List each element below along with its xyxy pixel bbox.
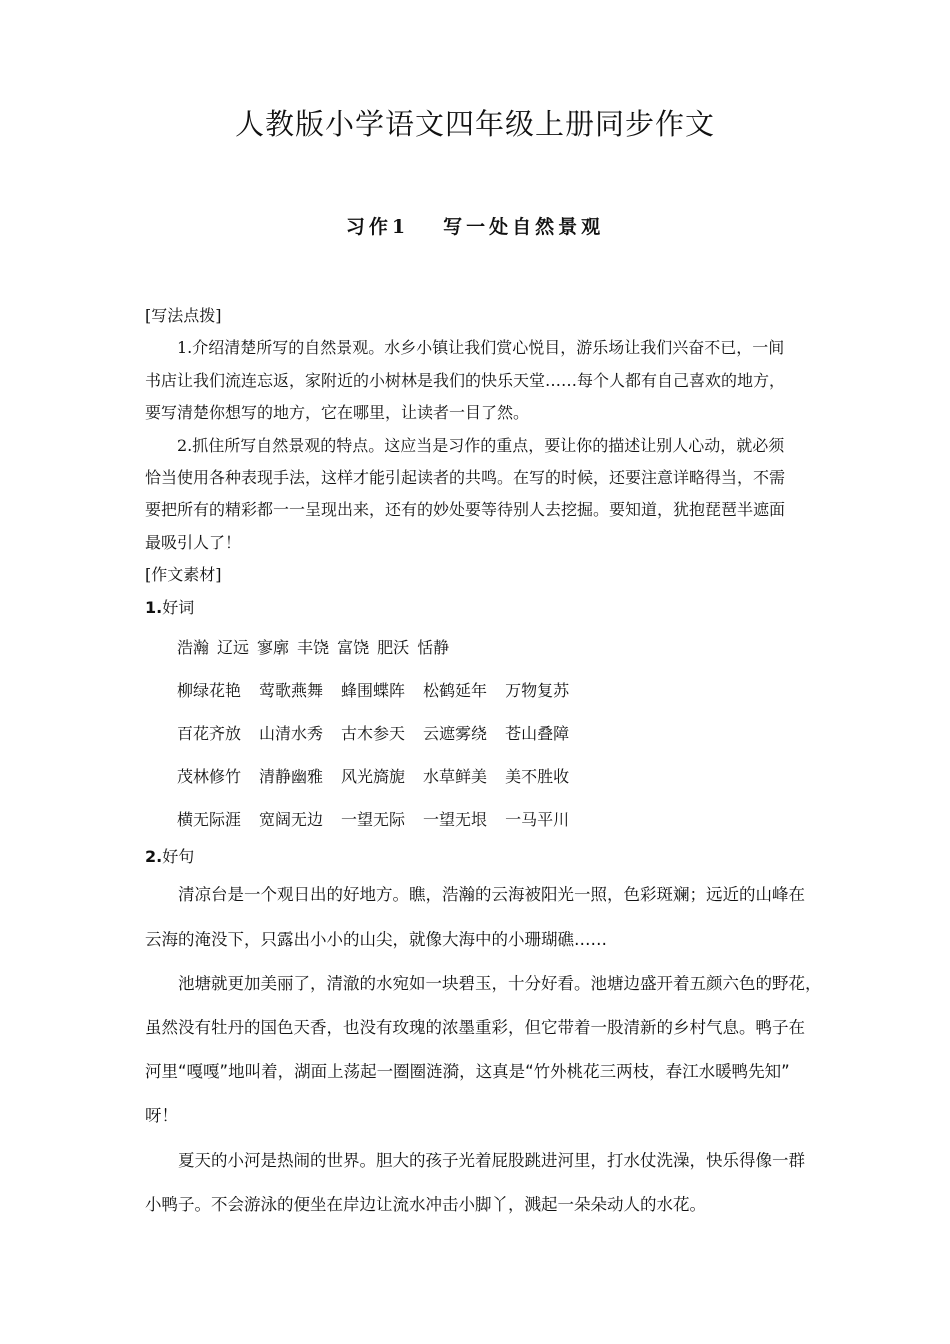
document-body [145, 300, 822, 1227]
word-row: 浩瀚 辽远 寥廓 丰饶 富饶 肥沃 恬静 [177, 638, 450, 658]
paragraph-line: 恰当使用各种表现手法，这样才能引起读者的共鸣。在写的时候，还要注意详略得当，不需 [145, 468, 786, 488]
paragraph-line: 2.抓住所写自然景观的特点。这应当是习作的重点，要让你的描述让别人心动，就必须 [177, 435, 785, 455]
word-row: 茂林修竹 清静幽雅 风光旖旎 水草鲜美 美不胜收 [177, 767, 570, 787]
sentence-line: 小鸭子。不会游泳的便坐在岸边让流水冲击小脚丫，溅起一朵朵动人的水花。 [145, 1194, 706, 1214]
exercise-heading [0, 213, 950, 241]
exercise-topic: 写一处自然景观 [443, 216, 605, 238]
word-row: 柳绿花艳 莺歌燕舞 蜂围蝶阵 松鹤延年 万物复苏 [177, 681, 570, 701]
sentence-line: 虽然没有牡丹的国色天香，也没有玫瑰的浓墨重彩，但它带着一股清新的乡村气息。鸭子在 [145, 1018, 805, 1038]
sentence-line: 云海的淹没下，只露出小小的山尖，就像大海中的小珊瑚礁…… [145, 929, 607, 949]
paragraph-line: 书店让我们流连忘返，家附近的小树林是我们的快乐天堂……每个人都有自己喜欢的地方， [145, 370, 786, 390]
word-row: 百花齐放 山清水秀 古木参天 云遮雾绕 苍山叠障 [177, 724, 570, 744]
exercise-label: 习作1 [345, 216, 410, 238]
sentence-line: 夏天的小河是热闹的世界。胆大的孩子光着屁股跳进河里，打水仗洗澡，快乐得像一群 [178, 1150, 805, 1170]
paragraph-line: 要把所有的精彩都一一呈现出来，还有的妙处要等待别人去挖掘。要知道，犹抱琵琶半遮面 [145, 500, 786, 520]
section-heading-writing-tips: [写法点拨] [145, 306, 222, 325]
sentence-line: 池塘就更加美丽了，清澈的水宛如一块碧玉，十分好看。池塘边盛开着五颜六色的野花， [178, 973, 822, 993]
sentence-line: 呀！ [145, 1106, 178, 1126]
subheading-good-sentences: 2.好句 [145, 847, 195, 867]
subheading-good-words: 1.好词 [145, 597, 195, 617]
document-title: 人教版小学语文四年级上册同步作文 [234, 107, 715, 141]
sentence-line: 清凉台是一个观日出的好地方。瞧，浩瀚的云海被阳光一照，色彩斑斓；远近的山峰在 [178, 885, 805, 905]
paragraph-line: 最吸引人了！ [145, 532, 242, 552]
section-heading-materials: [作文素材] [145, 565, 222, 585]
paragraph-line: 1.介绍清楚所写的自然景观。水乡小镇让我们赏心悦目，游乐场让我们兴奋不已，一间 [177, 338, 785, 358]
sentence-line: 河里“嘎嘎”地叫着，湖面上荡起一圈圈涟漪，这真是“竹外桃花三两枝，春江水暖鸭先知” [145, 1062, 790, 1082]
paragraph-line: 要写清楚你想写的地方，它在哪里，让读者一目了然。 [145, 403, 530, 423]
word-row: 横无际涯 宽阔无边 一望无际 一望无垠 一马平川 [177, 810, 570, 830]
